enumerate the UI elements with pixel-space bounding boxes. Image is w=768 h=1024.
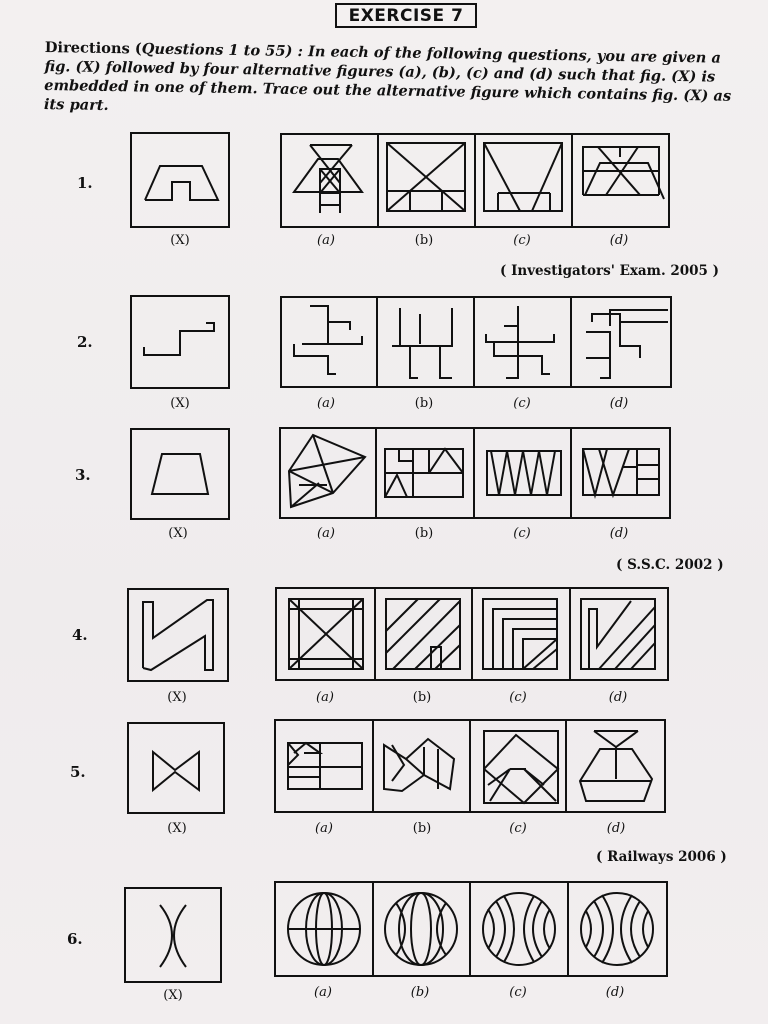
q3-option-c: [487, 451, 561, 495]
q2-label-x: (X): [170, 396, 190, 411]
q2-option-c: [486, 306, 554, 378]
q2-option-d: [586, 310, 668, 378]
q2-options-strip: [280, 296, 672, 388]
q3-options-strip: [279, 427, 671, 519]
q4-label-b: (b): [412, 690, 432, 705]
q2-figure-x: [130, 295, 230, 389]
q1-option-a: [294, 145, 362, 213]
q4-figure-x: [127, 588, 229, 682]
q2-option-b: [392, 308, 452, 378]
directions-range: Questions 1 to 55: [141, 40, 286, 60]
q6-label-d: (d): [605, 985, 625, 1000]
q1-source: ( Investigators' Exam. 2005 ): [500, 263, 720, 279]
q5-label-c: (c): [509, 821, 527, 836]
question-number-4: 4.: [72, 626, 88, 644]
q5-label-b: (b): [412, 821, 432, 836]
q5-option-b: [384, 739, 454, 791]
q1-label-d: (d): [609, 233, 629, 248]
q1-label-a: (a): [317, 233, 335, 248]
directions-text: [44, 38, 750, 125]
question-number-6: 6.: [67, 930, 83, 948]
q2-label-b: (b): [414, 396, 434, 411]
q6-label-x: (X): [163, 988, 183, 1003]
q6-options-strip: [274, 881, 668, 977]
exercise-title: EXERCISE 7: [335, 3, 477, 28]
q1-option-c: [484, 143, 562, 211]
q3-label-a: (a): [317, 526, 335, 541]
question-number-5: 5.: [70, 763, 86, 781]
q6-label-b: (b): [410, 985, 430, 1000]
q2-label-a: (a): [317, 396, 335, 411]
question-number-3: 3.: [75, 466, 91, 484]
q5-label-a: (a): [315, 821, 333, 836]
q3-figure-x: [130, 428, 230, 520]
directions-body: ) : In each of the following questions, you are given a fig. (X) followed by four alternative figures (a), (b), (c) and (d) such that fig. (X) is embedded in one of them. Trace out the alternative figure which contains fig. (X) as its part.: [43, 42, 732, 115]
q4-label-d: (d): [608, 690, 628, 705]
q3-label-d: (d): [609, 526, 629, 541]
q5-option-c: [484, 731, 558, 803]
q6-option-a: [288, 893, 360, 965]
q1-label-c: (c): [513, 233, 531, 248]
q5-option-a: [288, 743, 362, 789]
q4-options-strip: [275, 587, 669, 681]
q3-label-b: (b): [414, 526, 434, 541]
q3-option-b: [385, 449, 463, 497]
q2-option-a: [294, 306, 362, 374]
q6-option-d: [581, 893, 653, 965]
q5-figure-x: [127, 722, 225, 814]
q6-figure-x: [124, 887, 222, 983]
q3-option-d: [583, 449, 659, 495]
q6-option-c: [483, 893, 555, 965]
q5-label-d: (d): [606, 821, 626, 836]
directions-lead: Directions (: [44, 38, 142, 58]
q1-label-x: (X): [170, 233, 190, 248]
q5-option-d: [580, 731, 652, 801]
q4-option-a: [289, 599, 363, 669]
q2-label-d: (d): [609, 396, 629, 411]
q3-option-a: [289, 435, 365, 507]
q1-options-strip: [280, 133, 670, 228]
q1-option-d: [583, 147, 664, 199]
q5-options-strip: [274, 719, 666, 813]
q5-source: ( Railways 2006 ): [596, 849, 727, 865]
q4-option-b: [386, 599, 460, 669]
q4-label-c: (c): [509, 690, 527, 705]
q3-label-c: (c): [513, 526, 531, 541]
q3-label-x: (X): [168, 526, 188, 541]
q6-label-c: (c): [509, 985, 527, 1000]
q6-label-a: (a): [314, 985, 332, 1000]
q1-label-b: (b): [414, 233, 434, 248]
q4-label-x: (X): [167, 690, 187, 705]
q1-figure-x: [130, 132, 230, 228]
question-number-1: 1.: [77, 174, 93, 192]
q4-label-a: (a): [316, 690, 334, 705]
q2-label-c: (c): [513, 396, 531, 411]
q1-option-b: [387, 143, 465, 211]
question-number-2: 2.: [77, 333, 93, 351]
q3-source: ( S.S.C. 2002 ): [616, 557, 724, 573]
q5-label-x: (X): [167, 821, 187, 836]
q4-option-c: [483, 599, 557, 669]
q4-option-d: [581, 599, 655, 669]
q6-option-b: [385, 893, 457, 965]
